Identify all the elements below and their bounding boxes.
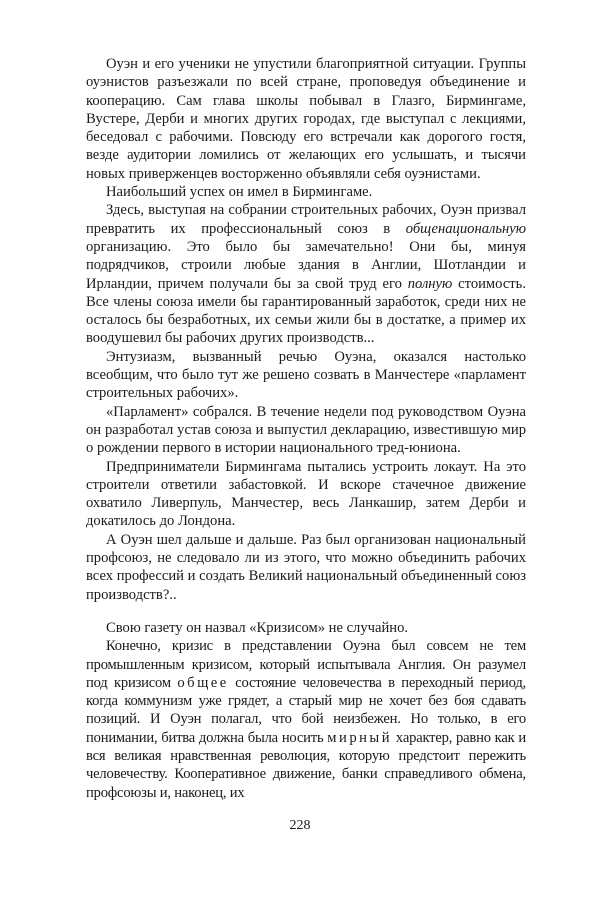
crisis-text-part-2: состояние человечества в переходный период, когда коммунизм уже грядет, а старый мир не хочет без боя сдавать позиций. И Оуэн полагал, что бой неизбежен. Но только, в его понимании, битва должна была носить (86, 674, 527, 746)
page-number: 228 (289, 818, 311, 833)
text-section-owenists (86, 55, 526, 604)
crisis-text-part-1: Конечно, кризис в представлении Оуэна был совсем не тем промышленным кризисом, который испытывала Англия. Он разумел под кризисом (86, 638, 526, 691)
paragraph-lockout: Предприниматели Бирмингама пытались устроить локаут. На это строители ответили забастовкой. И вскоре стачечное движение охватило Ливерпуль, Манчестер, весь Ланкашир, затем Дерби и докатилось до Лондона. (86, 458, 526, 530)
crisis-text-part-3: характер, равно как и вся великая нравственная революция, которую предстоит пережить человечеству. Кооперативное движение, банки справедливого обмена, профсоюзы и, наконец, их (86, 729, 526, 801)
text-section-crisis (86, 619, 526, 802)
paragraph-birmingham-success: Наибольший успех он имел в Бирмингаме. (106, 184, 373, 201)
paragraph-enthusiasm: Энтузиазм, вызванный речью Оуэна, оказался настолько всеобщим, что было тут же решено созвать в Манчестере «парламент строительных рабочих». (86, 348, 526, 402)
emphasis-full: полную (407, 275, 453, 292)
speech-text-part-1: Здесь, выступая на собрании строительных рабочих, Оуэн призвал превратить их профессиональный союз в (86, 202, 526, 237)
paragraph-owen-students: Оуэн и его ученики не упустили благоприятной ситуации. Группы оуэнистов разъезжали по всей стране, проповедуя объединение и кооперацию. Сам глава школы побывал в Глазго, Бирмингаме, Вустере, Дерби и многих других городах, где выступал с лекциями, беседовал с рабочими. Повсюду его встречали как дорогого гостя, везде аудитории ломились от желающих его услышать, и тысячи новых приверженцев восторженно объявляли себя оуэнистами. (86, 56, 526, 182)
spaced-emphasis-general: общее (177, 674, 229, 691)
paragraph-national-union: А Оуэн шел дальше и дальше. Раз был организован национальный профсоюз, не следовало ли из этого, что можно объединить рабочих всех профессий и создать Великий национальный объединенный союз производств?.. (86, 531, 526, 603)
emphasis-nationwide: общенациональную (405, 220, 526, 237)
paragraph-parliament: «Парламент» собрался. В течение недели под руководством Оуэна он разработал устав союза и выпустил декларацию, известившую мир о рождении первого в истории национального тред-юниона. (86, 403, 526, 457)
paragraph-builders-speech (86, 201, 526, 347)
paragraph-crisis-meaning (86, 637, 526, 802)
speech-text-part-3: стоимость. Все члены союза имели бы гарантированный заработок, среди них не осталось бы безработных, их семьи жили бы в достатке, а пример их воодушевил бы рабочих других производств... (86, 275, 526, 347)
paragraph-crisis-newspaper: Свою газету он назвал «Кризисом» не случайно. (106, 620, 409, 636)
speech-text-part-2: организацию. Это было бы замечательно! Они бы, минуя подрядчиков, строили любые здания в Англии, Шотландии и Ирландии, причем получали бы за свой труд его (86, 238, 526, 292)
spaced-emphasis-peaceful: мирный (327, 729, 393, 746)
